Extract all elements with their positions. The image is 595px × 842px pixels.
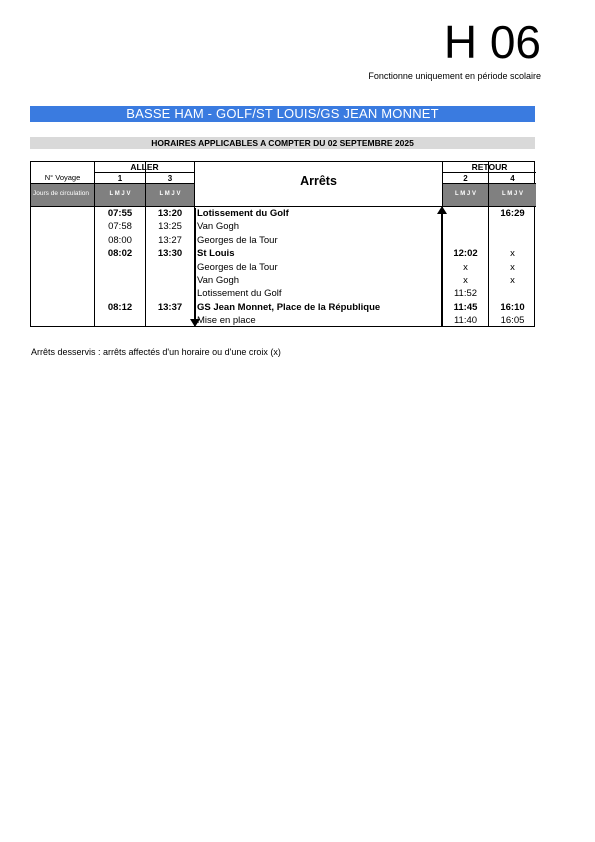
line-code: H 06 xyxy=(443,16,541,68)
table-row xyxy=(31,247,536,261)
table-row xyxy=(31,234,536,248)
time-cell-r4: 16:10 xyxy=(500,301,525,313)
time-cell-r4: x xyxy=(510,248,515,260)
stop-name: Lotissement du Golf xyxy=(197,288,282,300)
table-row xyxy=(31,301,536,315)
stop-name: Van Gogh xyxy=(197,221,240,233)
time-cell-a1: 07:58 xyxy=(108,221,132,233)
time-cell-r2: 11:40 xyxy=(453,315,478,327)
time-cell-a3: 13:30 xyxy=(157,248,183,260)
time-cell-r2: 11:45 xyxy=(453,301,478,313)
jours-label: Jours de circulation xyxy=(31,184,94,206)
time-cell-r2: 11:52 xyxy=(453,288,478,300)
stop-name: Van Gogh xyxy=(197,275,240,286)
time-cell-r2: x xyxy=(463,275,468,286)
time-cell-r4: 16:29 xyxy=(500,208,525,219)
time-cell-r4: x xyxy=(510,261,515,273)
school-period-note: Fonctionne uniquement en période scolaire xyxy=(368,71,541,81)
time-cell-a1: 08:00 xyxy=(108,234,132,246)
stop-name: Mise en place xyxy=(197,315,256,327)
aller-header: ALLER xyxy=(130,162,159,172)
time-cell-r2: 12:02 xyxy=(453,248,478,260)
voyage-3: 3 xyxy=(167,174,173,183)
time-cell-r4: 16:05 xyxy=(500,315,525,327)
validity-banner: HORAIRES APPLICABLES A COMPTER DU 02 SEPTEMBRE 2025 xyxy=(30,137,535,149)
time-cell-a1: 07:55 xyxy=(107,208,133,219)
table-row xyxy=(31,287,536,301)
table-row xyxy=(31,207,536,221)
days-voyage-4: L M J V xyxy=(489,184,536,206)
time-cell-r4: x xyxy=(510,275,515,286)
route-title-banner: BASSE HAM - GOLF/ST LOUIS/GS JEAN MONNET xyxy=(30,106,535,122)
stop-name: Lotissement du Golf xyxy=(197,208,289,219)
time-cell-r2: x xyxy=(463,261,468,273)
arrets-header: Arrêts xyxy=(300,174,337,188)
voyage-label: N° Voyage xyxy=(44,173,81,182)
retour-header: RETOUR xyxy=(471,162,508,172)
time-cell-a3: 13:25 xyxy=(158,221,182,233)
stop-name: GS Jean Monnet, Place de la République xyxy=(197,301,381,313)
voyage-4: 4 xyxy=(510,174,515,183)
timetable xyxy=(30,161,535,327)
days-voyage-1: L M J V xyxy=(95,184,145,206)
time-cell-a3: 13:27 xyxy=(158,234,182,246)
stop-name: Georges de la Tour xyxy=(197,261,278,273)
table-row xyxy=(31,314,536,328)
voyage-1: 1 xyxy=(117,174,123,183)
stop-name: St Louis xyxy=(197,248,235,260)
time-cell-a1: 08:02 xyxy=(107,248,133,260)
table-row xyxy=(31,274,536,288)
time-cell-a3: 13:37 xyxy=(157,301,183,313)
days-voyage-2: L M J V xyxy=(443,184,488,206)
voyage-2: 2 xyxy=(463,174,468,183)
days-voyage-3: L M J V xyxy=(146,184,194,206)
stop-name: Georges de la Tour xyxy=(197,234,278,246)
table-row xyxy=(31,220,536,234)
table-row xyxy=(31,261,536,275)
time-cell-a3: 13:20 xyxy=(157,208,183,219)
footnote: Arrêts desservis : arrêts affectés d'un horaire ou d'une croix (x) xyxy=(31,347,281,357)
time-cell-a1: 08:12 xyxy=(107,301,133,313)
